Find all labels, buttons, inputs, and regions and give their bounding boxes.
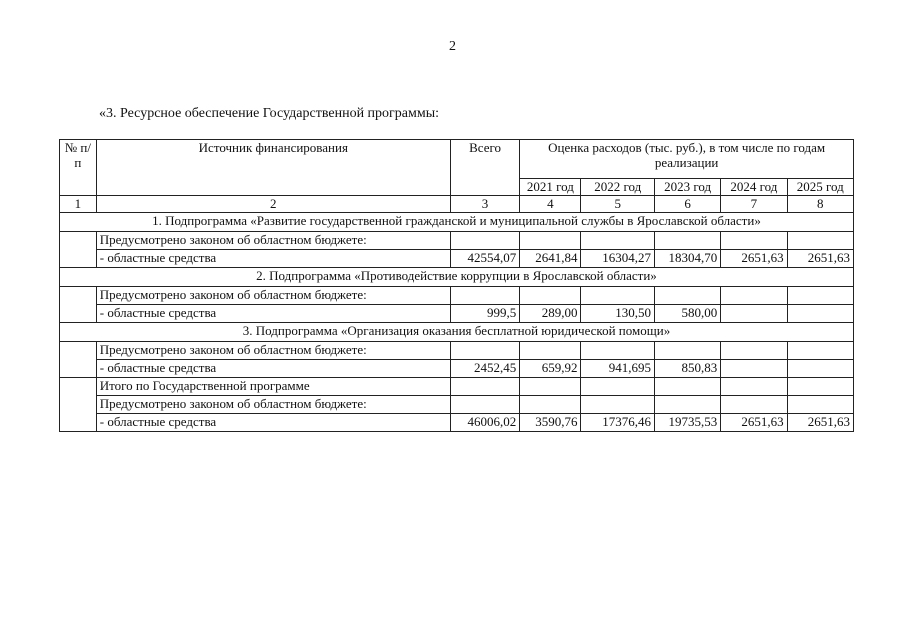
subprogram-2-title-row	[60, 268, 854, 287]
row-number-cell	[60, 232, 97, 268]
header-year: 2022 год	[581, 179, 654, 196]
funding-label: Предусмотрено законом об областном бюджете:	[96, 287, 450, 305]
year-cell: 2651,63	[787, 250, 853, 268]
year-cell: 19735,53	[654, 414, 720, 432]
year-cell	[721, 360, 787, 378]
table-row	[60, 342, 854, 360]
table-row	[60, 250, 854, 268]
totals-title-row	[60, 378, 854, 396]
row-label: - областные средства	[96, 414, 450, 432]
total-cell: 2452,45	[450, 360, 519, 378]
year-cell: 3590,76	[520, 414, 581, 432]
header-year: 2023 год	[654, 179, 720, 196]
subprogram-1-title-row	[60, 213, 854, 232]
year-cell: 2651,63	[721, 414, 787, 432]
column-number: 8	[787, 196, 853, 213]
column-number: 4	[520, 196, 581, 213]
funding-label: Предусмотрено законом об областном бюджете:	[96, 396, 450, 414]
table-row	[60, 360, 854, 378]
year-cell: 2651,63	[721, 250, 787, 268]
total-cell: 999,5	[450, 305, 519, 323]
header-estimate: Оценка расходов (тыс. руб.), в том числе по годам реализации	[520, 140, 854, 179]
row-number-cell	[60, 378, 97, 432]
header-row	[60, 140, 854, 179]
year-cell: 941,695	[581, 360, 654, 378]
row-number-cell	[60, 342, 97, 378]
subprogram-3-title-row	[60, 323, 854, 342]
table-row	[60, 232, 854, 250]
funding-label: Предусмотрено законом об областном бюджете:	[96, 342, 450, 360]
year-cell: 17376,46	[581, 414, 654, 432]
year-cell: 2641,84	[520, 250, 581, 268]
header-num: № п/п	[60, 140, 97, 196]
year-cell	[787, 360, 853, 378]
resource-table	[59, 139, 854, 432]
column-number: 6	[654, 196, 720, 213]
subprogram-3-title: 3. Подпрограмма «Организация оказания бесплатной юридической помощи»	[60, 323, 854, 342]
header-year: 2025 год	[787, 179, 853, 196]
row-number-cell	[60, 287, 97, 323]
row-label: - областные средства	[96, 305, 450, 323]
subprogram-1-title: 1. Подпрограмма «Развитие государственной гражданской и муниципальной службы в Ярославской области»	[60, 213, 854, 232]
subprogram-2-title: 2. Подпрограмма «Противодействие коррупции в Ярославской области»	[60, 268, 854, 287]
header-year: 2024 год	[721, 179, 787, 196]
section-heading: «3. Ресурсное обеспечение Государственной программы:	[99, 106, 440, 121]
year-cell: 289,00	[520, 305, 581, 323]
column-number: 5	[581, 196, 654, 213]
year-cell: 659,92	[520, 360, 581, 378]
header-year: 2021 год	[520, 179, 581, 196]
year-cell: 850,83	[654, 360, 720, 378]
header-total: Всего	[450, 140, 519, 196]
year-cell: 580,00	[654, 305, 720, 323]
year-cell	[721, 305, 787, 323]
year-cell: 2651,63	[787, 414, 853, 432]
table-row	[60, 287, 854, 305]
row-label: - областные средства	[96, 250, 450, 268]
totals-title: Итого по Государственной программе	[96, 378, 450, 396]
year-cell: 130,50	[581, 305, 654, 323]
column-number: 3	[450, 196, 519, 213]
column-number: 7	[721, 196, 787, 213]
column-numbers-row	[60, 196, 854, 213]
row-label: - областные средства	[96, 360, 450, 378]
total-cell: 42554,07	[450, 250, 519, 268]
year-cell: 18304,70	[654, 250, 720, 268]
column-number: 2	[96, 196, 450, 213]
page-number: 2	[449, 39, 456, 54]
year-cell: 16304,27	[581, 250, 654, 268]
total-cell: 46006,02	[450, 414, 519, 432]
table-row	[60, 414, 854, 432]
column-number: 1	[60, 196, 97, 213]
year-cell	[787, 305, 853, 323]
table-row	[60, 396, 854, 414]
table-row	[60, 305, 854, 323]
header-source: Источник финансирования	[96, 140, 450, 196]
funding-label: Предусмотрено законом об областном бюджете:	[96, 232, 450, 250]
